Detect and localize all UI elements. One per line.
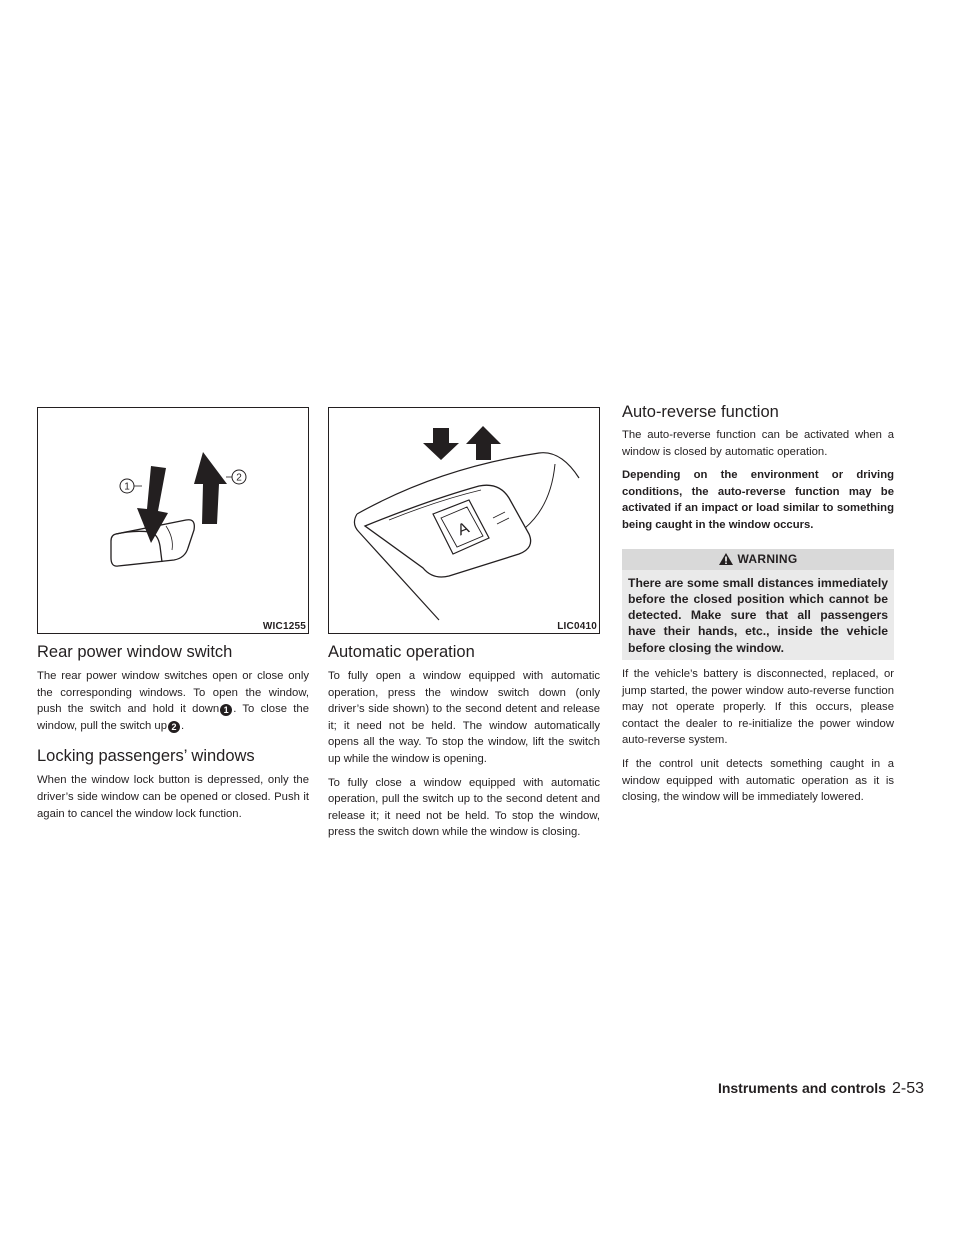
rear-switch-illustration: [38, 408, 308, 633]
column-left: [37, 407, 309, 822]
warning-triangle-icon: [718, 552, 734, 566]
paragraph-auto-close: To fully close a window equipped with automatic operation, pull the switch up to the second detent and release it; it need not be held. To stop the window, press the switch down while the window is closing.: [328, 776, 600, 839]
page-footer: [680, 1080, 924, 1098]
warning-header: [622, 549, 894, 570]
arrow-up-icon: [466, 426, 501, 460]
figure-automatic-operation: [328, 407, 600, 634]
warning-text: There are some small distances immediately before the closed position which cannot be detected. Make sure that all passengers have their hands, etc., inside the vehicle before closing the window.: [622, 570, 894, 660]
svg-text:A: A: [455, 519, 472, 540]
heading-rear-power-window-switch: Rear power window switch: [37, 643, 233, 661]
callout-2-inline: 2: [168, 721, 180, 733]
figure-rear-window-switch: [37, 407, 309, 634]
heading-auto-reverse-function: Auto-reverse function: [622, 403, 779, 421]
paragraph-auto-reverse-intro: The auto-reverse function can be activated when a window is closed by automatic operation.: [622, 429, 894, 458]
driver-switch-illustration: [329, 408, 599, 633]
column-middle: [328, 407, 600, 841]
heading-locking-passengers-windows: Locking passengers’ windows: [37, 747, 255, 766]
paragraph-window-lock: When the window lock button is depressed, only the driver’s side window can be opened or closed. Push it again to cancel the window lock function.: [37, 774, 309, 820]
paragraph-obstacle-detection: If the control unit detects something caught in a window equipped with automatic operation as it is closing, the window will be immediately lowered.: [622, 758, 894, 804]
paragraph-auto-open: To fully open a window equipped with automatic operation, press the window switch down (only driver’s side shown) to the second detent and release it; it need not be held. The window automatically opens all the way. To stop the window, lift the switch up while the window is opening.: [328, 670, 600, 765]
svg-text:1: 1: [124, 481, 130, 493]
warning-label: WARNING: [737, 552, 798, 567]
paragraph-rear-switch: The rear power window switches open or close only the corresponding windows. To open the window, push the switch and hold it down 1 . To close the window, pull the switch up 2 .: [37, 670, 309, 732]
svg-text:2: 2: [236, 472, 242, 484]
figure-code: LIC0410: [557, 621, 597, 632]
paragraph-auto-reverse-conditions: Depending on the environment or driving conditions, the auto-reverse function may be activated if an impact or load similar to something being caught in the window occurs.: [622, 469, 894, 531]
page-number: 2-53: [891, 1080, 924, 1097]
figure-code: WIC1255: [262, 621, 306, 632]
paragraph-battery-reinitialize: If the vehicle’s battery is disconnected, replaced, or jump started, the power window auto-reverse function may not operate properly. If this occurs, please contact the dealer to re-initialize the power window auto-reverse system.: [622, 668, 894, 747]
heading-automatic-operation: Automatic operation: [328, 643, 475, 661]
arrow-down-icon: [423, 428, 459, 460]
column-right: [622, 402, 894, 806]
section-title: Instruments and controls: [717, 1080, 886, 1096]
callout-1-inline: 1: [220, 704, 232, 716]
arrow-up-icon: [194, 452, 227, 524]
